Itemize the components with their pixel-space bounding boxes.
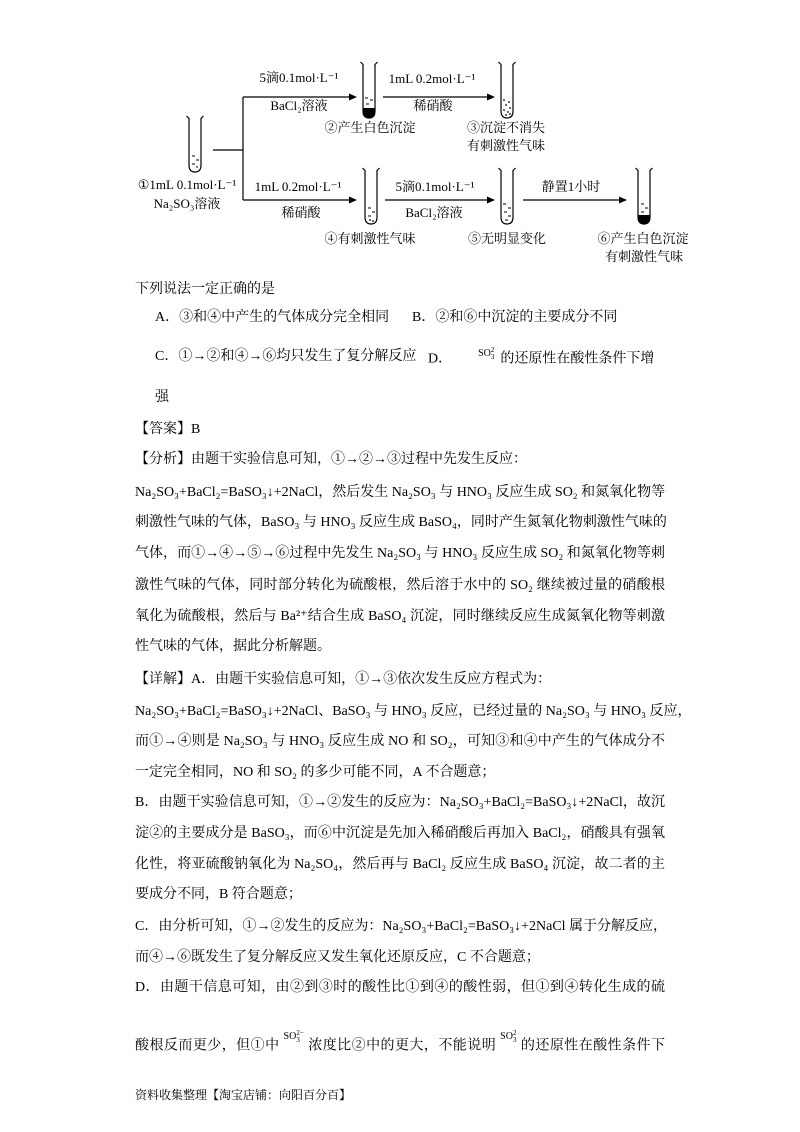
tube-6-label-line1: ⑥产生白色沉淀 bbox=[597, 231, 689, 246]
test-tube-6 bbox=[636, 168, 653, 224]
detail-line: 一定完全相同，NO 和 SO₂ 的多少可能不同，A 不合题意； bbox=[135, 765, 496, 780]
detail-line: C．由分析可知，①→②发生的反应为：Na₂SO₃+BaCl₂=BaSO₃↓+2NaCl 属于分解反应， bbox=[135, 919, 668, 934]
sulfite-ion-formula bbox=[500, 1030, 516, 1044]
detail-line: B．由题干实验信息可知，①→②发生的反应为：Na₂SO₃+BaCl₂=BaSO₃↓+2NaCl，故沉 bbox=[135, 795, 665, 810]
formula-charge: 2 bbox=[512, 1029, 517, 1037]
sulfite-ion-formula bbox=[478, 347, 494, 361]
option-d-prefix: D． bbox=[428, 351, 453, 367]
option-d-continuation: 强 bbox=[155, 390, 169, 405]
tube-2-label: ②产生白色沉淀 bbox=[324, 120, 416, 135]
analysis-line: 气体，而①→④→⑤→⑥过程中先发生 Na₂SO₃ 与 HNO₃ 反应生成 SO₂ 和氮氧化物等刺 bbox=[135, 546, 665, 561]
experiment-diagram bbox=[0, 0, 800, 270]
detail-line: D．由题干信息可知，由②到③时的酸性比①到④的酸性弱，但①到④转化生成的硫 bbox=[135, 980, 665, 995]
page-footer: 资料收集整理【淘宝店铺：向阳百分百】 bbox=[135, 1088, 352, 1102]
detail-line: 而④→⑥既发生了复分解反应又发生氧化还原反应，C 不合题意； bbox=[135, 950, 540, 965]
tube-4-label: ④有刺激性气味 bbox=[324, 231, 416, 246]
tube-3-label-line1: ③沉淀不消失 bbox=[466, 120, 545, 135]
formula-subscript: 3 bbox=[512, 1036, 517, 1044]
option-d-text: 的还原性在酸性条件下增 bbox=[500, 351, 655, 367]
arrow-lower-1-label-above: 1mL 0.2mol·L⁻¹ bbox=[254, 179, 342, 194]
tube-3-label-line2: 有刺激性气味 bbox=[466, 138, 545, 153]
formula-subscript: 3 bbox=[490, 353, 495, 361]
option-b: B．②和⑥中沉淀的主要成分不同 bbox=[412, 310, 618, 325]
sulfite-ion-formula bbox=[284, 1030, 304, 1044]
detail-last-part3: 的还原性在酸性条件下 bbox=[520, 1038, 666, 1054]
analysis-line: 刺激性气味的气体，BaSO₃ 与 HNO₃ 反应生成 BaSO₄，同时产生氮氧化物刺激性气味的 bbox=[135, 515, 667, 530]
analysis-line: 激性气味的气体，同时部分转化为硫酸根，然后溶于水中的 SO₂ 继续被过量的硝酸根 bbox=[135, 578, 665, 593]
arrow-lower-2 bbox=[385, 197, 495, 204]
option-d bbox=[428, 347, 654, 367]
arrow-lower-2-label-above: 5滴0.1mol·L⁻¹ bbox=[395, 179, 475, 194]
analysis-line: 性气味的气体，据此分析解题。 bbox=[135, 639, 331, 654]
detail-last-part1: 酸根反而更少，但①中 bbox=[135, 1038, 280, 1054]
formula-charge: 2 bbox=[490, 346, 495, 354]
detail-last-part2: 浓度比②中的更大，不能说明 bbox=[307, 1038, 497, 1054]
arrow-upper-1-label-below: BaCl₂溶液 bbox=[270, 98, 328, 113]
test-tube-1 bbox=[187, 116, 204, 172]
arrow-lower-3 bbox=[523, 197, 627, 204]
analysis-line: Na₂SO₃+BaCl₂=BaSO₃↓+2NaCl，然后发生 Na₂SO₃ 与 HNO₃ 反应生成 SO₂ 和氮氧化物等 bbox=[135, 485, 666, 500]
detail-line: 淀②的主要成分是 BaSO₃，而⑥中沉淀是先加入稀硝酸后再加入 BaCl₂，硝酸具有强氧 bbox=[135, 826, 665, 841]
formula-base: SO bbox=[500, 1031, 513, 1042]
arrow-upper-2-label-below: 稀硝酸 bbox=[413, 98, 453, 113]
arrow-lower-1-label-below: 稀硝酸 bbox=[281, 205, 321, 220]
arrow-lower-1 bbox=[243, 197, 357, 204]
analysis-line: 【分析】由题干实验信息可知，①→②→③过程中先发生反应： bbox=[135, 452, 527, 467]
arrow-lower-2-label-below: BaCl₂溶液 bbox=[405, 205, 463, 220]
analysis-line: 氧化为硫酸根，然后与 Ba²⁺结合生成 BaSO₄ 沉淀，同时继续反应生成氮氧化物等刺激 bbox=[135, 609, 665, 624]
question-stem: 下列说法一定正确的是 bbox=[135, 282, 275, 297]
detail-line: 【详解】A．由题干实验信息可知，①→③依次发生反应方程式为： bbox=[135, 672, 552, 687]
detail-line: 而①→④则是 Na₂SO₃ 与 HNO₃ 反应生成 NO 和 SO₂，可知③和④中产生的气体成分不 bbox=[135, 734, 665, 749]
detail-line: 化性，将亚硫酸钠氧化为 Na₂SO₄，然后再与 BaCl₂ 反应生成 BaSO₄ 沉淀，故二者的主 bbox=[135, 857, 665, 872]
arrow-upper-1-label-above: 5滴0.1mol·L⁻¹ bbox=[259, 70, 339, 85]
formula-scripts bbox=[513, 1030, 517, 1044]
tube-5-label: ⑤无明显变化 bbox=[467, 231, 546, 246]
formula-charge: 2− bbox=[296, 1029, 304, 1037]
formula-scripts bbox=[491, 347, 495, 361]
detail-last-line bbox=[135, 1029, 666, 1054]
tube-6-label-line2: 有刺激性气味 bbox=[604, 249, 683, 264]
detail-line: 要成分不同，B 符合题意； bbox=[135, 887, 302, 902]
formula-base: SO bbox=[478, 348, 491, 359]
tube-1-label-solution: Na₂SO₃溶液 bbox=[153, 196, 221, 211]
formula-base: SO bbox=[283, 1031, 297, 1042]
detail-line: Na₂SO₃+BaCl₂=BaSO₃↓+2NaCl、BaSO₃ 与 HNO₃ 反应，已经过量的 Na₂SO₃ 与 HNO₃ 反应， bbox=[135, 704, 692, 719]
answer-label: 【答案】B bbox=[135, 422, 201, 437]
formula-scripts bbox=[296, 1030, 303, 1044]
arrow-lower-3-label-above: 静置1小时 bbox=[541, 179, 601, 194]
arrow-upper-2-label-above: 1mL 0.2mol·L⁻¹ bbox=[388, 71, 476, 86]
option-c: C．①→②和④→⑥均只发生了复分解反应 bbox=[155, 349, 417, 364]
formula-subscript: 3 bbox=[296, 1036, 300, 1044]
tube-1-label-reagent: ①1mL 0.1mol·L⁻¹ bbox=[137, 177, 237, 192]
option-a: A．③和④中产生的气体成分完全相同 bbox=[155, 310, 390, 325]
